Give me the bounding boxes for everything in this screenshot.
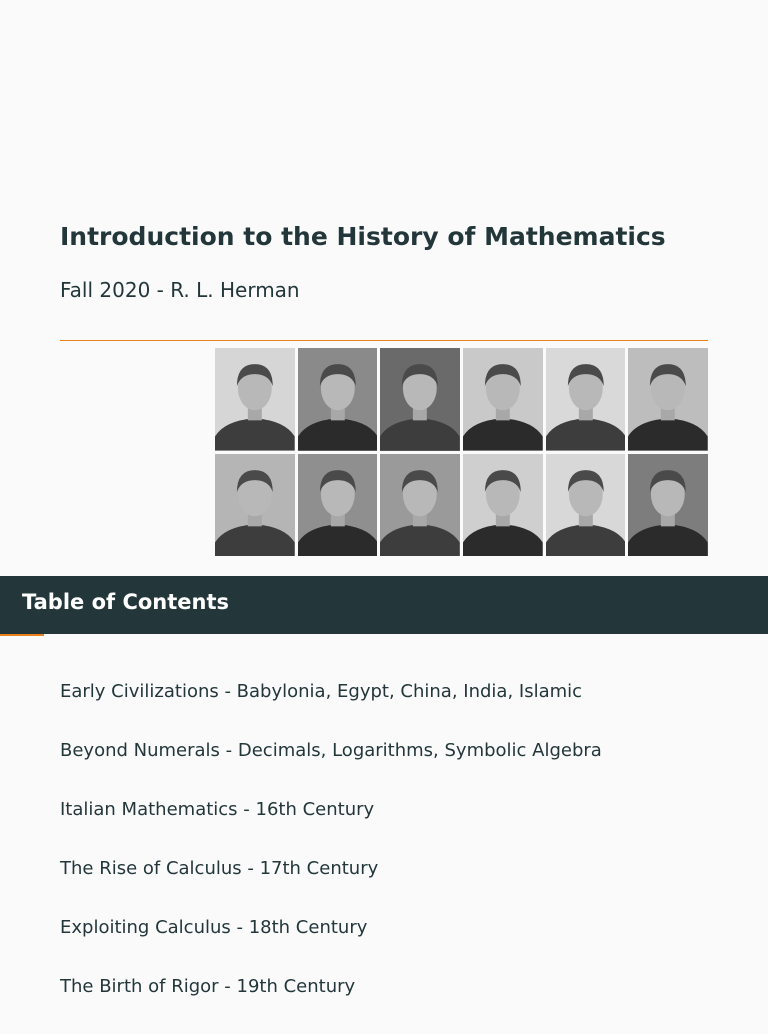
frame-title: Table of Contents (22, 590, 230, 614)
portrait-photo (380, 348, 460, 451)
table-of-contents (60, 680, 602, 1034)
portrait-photo (380, 454, 460, 557)
portrait-photo (298, 348, 378, 451)
toc-item[interactable]: Beyond Numerals - Decimals, Logarithms, Symbolic Algebra (60, 740, 602, 761)
toc-item[interactable]: Exploiting Calculus - 18th Century (60, 917, 368, 938)
mathematician-portraits (215, 348, 708, 556)
portrait-photo (628, 348, 708, 451)
presentation-subtitle: Fall 2020 - R. L. Herman (60, 278, 300, 302)
presentation-title: Introduction to the History of Mathematics (60, 222, 666, 251)
progress-bar (0, 634, 44, 636)
portrait-photo (215, 454, 295, 557)
portrait-photo (546, 348, 626, 451)
toc-item[interactable]: Early Civilizations - Babylonia, Egypt, China, India, Islamic (60, 681, 583, 702)
toc-slide (0, 576, 768, 1024)
portrait-photo (463, 454, 543, 557)
portrait-photo (463, 348, 543, 451)
portrait-photo (298, 454, 378, 557)
portrait-photo (215, 348, 295, 451)
frame-title-bar (0, 576, 768, 634)
portrait-photo (628, 454, 708, 557)
title-divider (60, 340, 708, 341)
toc-item[interactable]: The Rise of Calculus - 17th Century (60, 858, 379, 879)
toc-item[interactable]: Italian Mathematics - 16th Century (60, 799, 375, 820)
toc-item[interactable]: The Birth of Rigor - 19th Century (60, 976, 356, 997)
portrait-photo (546, 454, 626, 557)
